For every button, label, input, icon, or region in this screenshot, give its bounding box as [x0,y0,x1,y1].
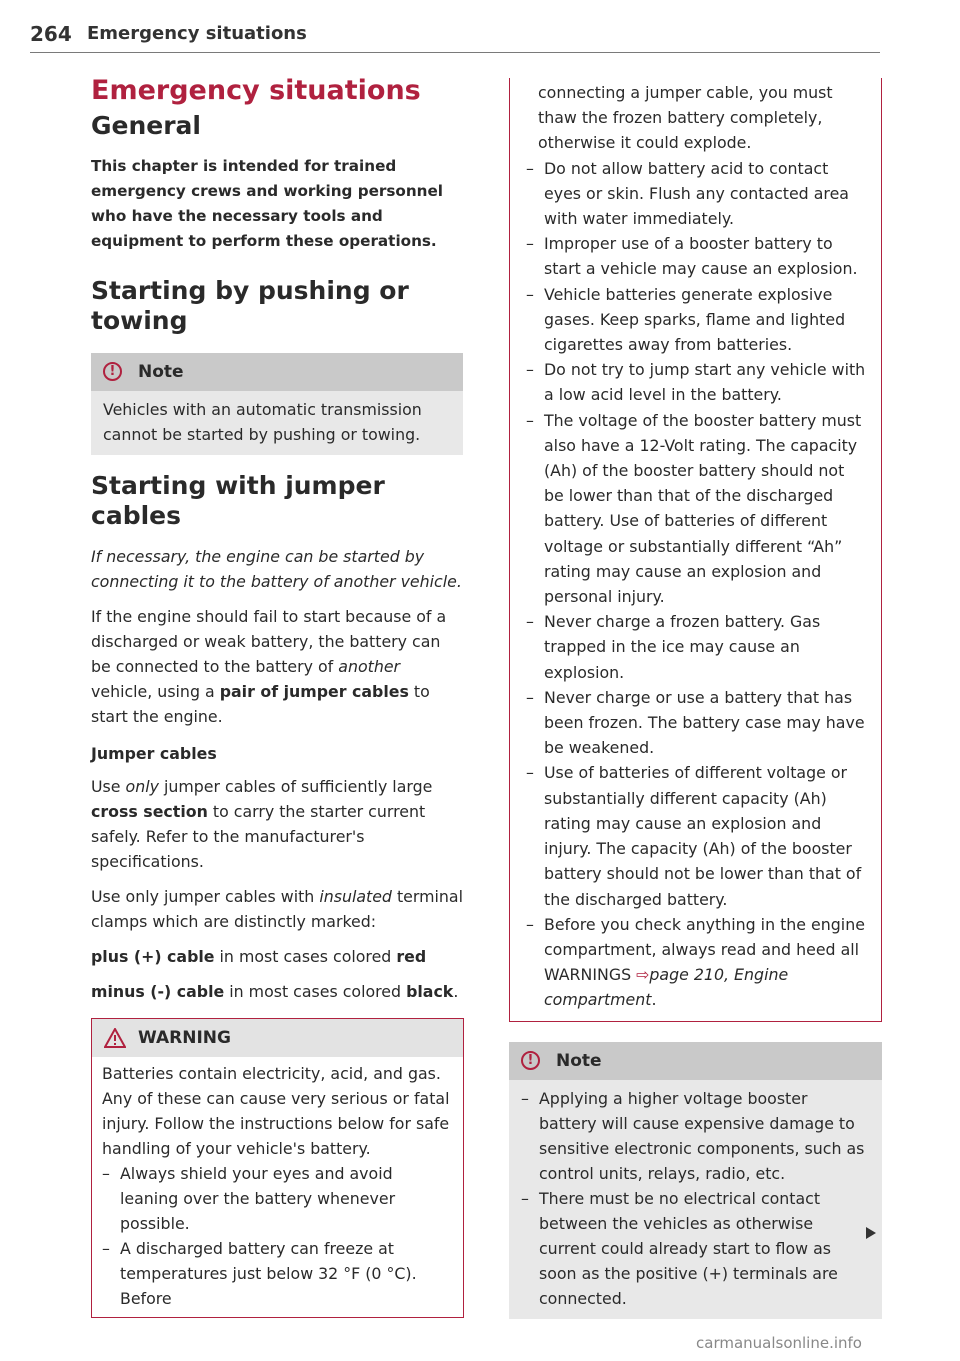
subheading-jumper-cables: Jumper cables [91,743,217,763]
warning-header [92,1019,463,1057]
list-item: – Never charge or use a battery that has been frozen. The battery case may have be weakened. [526,685,869,761]
plus-cable-line: plus (+) cable in most cases colored red [91,946,427,966]
cross-reference-arrow-icon: ⇨ [636,965,650,985]
note-box [91,353,463,455]
list-item: – Always shield your eyes and avoid leaning over the battery whenever possible. [102,1161,451,1236]
list-item: – Improper use of a booster battery to start a vehicle may cause an explosion. [526,231,869,281]
heading-emergency-situations: Emergency situations [91,75,421,106]
paragraph-insulated: Use only jumper cables with insulated terminal clamps which are distinctly marked: [91,886,463,931]
info-icon: ! [103,362,122,381]
list-item: – Do not allow battery acid to contact eyes or skin. Flush any contacted area with water immediately. [526,156,869,232]
list-item: – Before you check anything in the engine compartment, always read and heed all WARNINGS ⇨page 210, Engine compartment. [526,912,869,1013]
right-column [509,78,882,1319]
list-item: – Never charge a frozen battery. Gas trapped in the ice may cause an explosion. [526,609,869,685]
page-header [30,22,880,53]
list-item: – Do not try to jump start any vehicle with a low acid level in the battery. [526,357,869,407]
left-column [91,75,463,1318]
footer-watermark: carmanualsonline.info [696,1334,862,1352]
jumper-intro: If necessary, the engine can be started by connecting it to the battery of another vehicle. [91,546,462,591]
list-item: – A discharged battery can freeze at temperatures just below 32 °F (0 °C). Before [102,1236,451,1311]
heading-pushing-towing: Starting by pushing or towing [91,275,409,336]
note-list [521,1086,870,1311]
note-box-2 [509,1042,882,1319]
paragraph-cable-size: Use only jumper cables of sufficiently large cross section to carry the starter current safely. Refer to the manufacturer's specifications. [91,776,433,871]
general-intro: This chapter is intended for trained emergency crews and working personnel who have the necessary tools and equipment to perform these operations. [91,156,443,250]
list-item: – There must be no electrical contact between the vehicles as otherwise current could already start to flow as soon as the positive (+) terminals are connected. [521,1186,870,1311]
list-item: – Applying a higher voltage booster battery will cause expensive damage to sensitive electronic components, such as control units, relays, radio, etc. [521,1086,870,1186]
heading-general: General [91,111,201,141]
note-label: Note [138,361,184,382]
note-label-2: Note [556,1050,602,1071]
warning-label: WARNING [138,1027,231,1048]
page-reference-link[interactable]: page 210, Engine compartment [544,965,789,1010]
list-item: – The voltage of the booster battery must also have a 12-Volt rating. The capacity (Ah) of the booster battery should not be lower than that of the discharged battery. Use of batteries of different voltage or substantially different “Ah” rating may cause an explosion and personal injury. [526,408,869,610]
continue-arrow-icon [866,1227,876,1239]
header-title: Emergency situations [87,23,307,44]
note-text: Vehicles with an automatic transmission cannot be started by pushing or towing. [103,399,422,444]
note-body-2 [509,1080,882,1319]
list-item: – Vehicle batteries generate explosive gases. Keep sparks, flame and lighted cigarettes away from batteries. [526,282,869,358]
warning-box-continued [509,78,882,1022]
heading-jumper-cables: Starting with jumper cables [91,470,385,531]
note-header [91,353,463,391]
page-number: 264 [30,22,72,46]
note-header-2 [509,1042,882,1080]
warning-continued-text: connecting a jumper cable, you must thaw the frozen battery completely, otherwise it could explode. [538,83,833,153]
warning-list-continued [526,156,869,1013]
warning-text: Batteries contain electricity, acid, and gas. Any of these can cause very serious or fatal injury. Follow the instructions below for safe handling of your vehicle's battery. [102,1063,450,1158]
warning-box [91,1018,464,1318]
warning-triangle-icon [104,1028,126,1048]
minus-cable-line: minus (-) cable in most cases colored black. [91,981,459,1001]
warning-body [92,1057,463,1317]
info-icon: ! [521,1051,540,1070]
warning-list [102,1161,451,1311]
paragraph-discharged-battery: If the engine should fail to start because of a discharged or weak battery, the battery can be connected to the battery of another vehicle, using a pair of jumper cables to start the engine. [91,606,447,726]
list-item: – Use of batteries of different voltage or substantially different capacity (Ah) rating may cause an explosion and injury. The capacity (Ah) of the booster battery should not be lower than that of the discharged battery. [526,760,869,911]
